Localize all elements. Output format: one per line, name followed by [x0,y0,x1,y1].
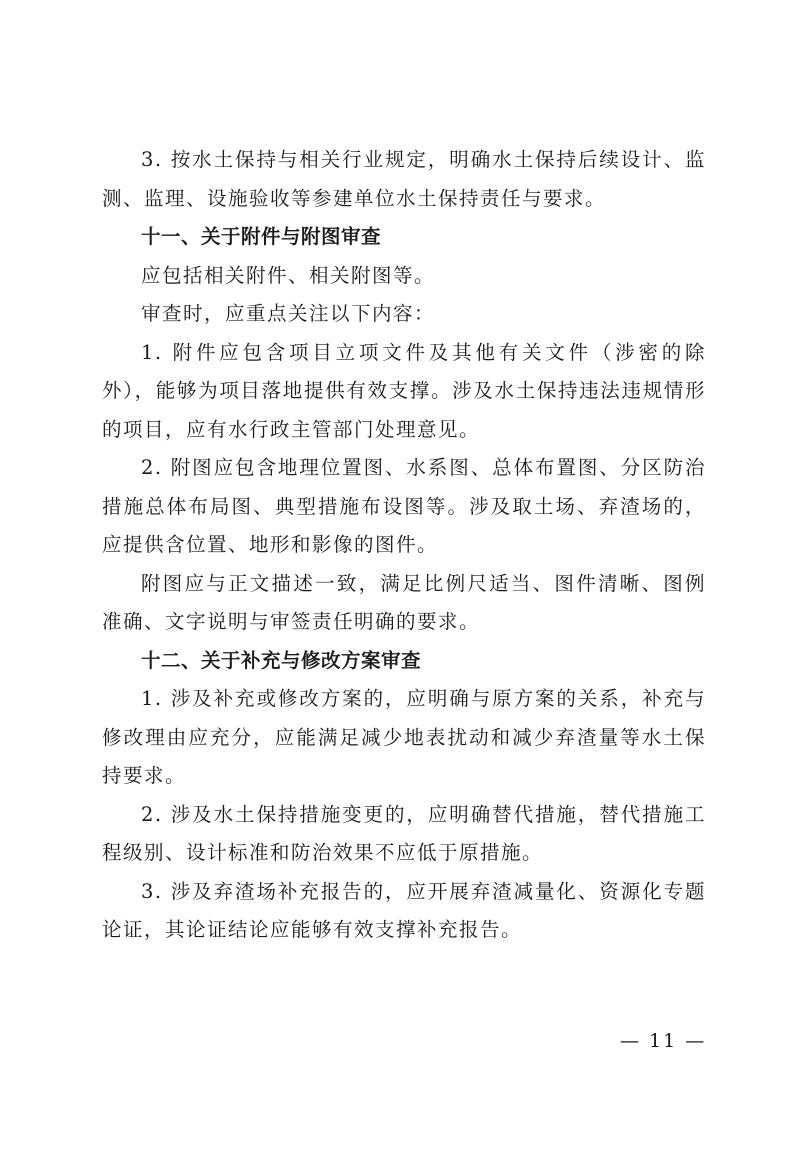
section-heading-attachments: 十一、关于附件与附图审查 [141,225,382,248]
paragraph-item-2-figures: 2. 附图应包含地理位置图、水系图、总体布置图、分区防治措施总体布局图、典型措施布设图等。涉及取土场、弃渣场的，应提供含位置、地形和影像的图件。 [102,456,706,556]
document-body [102,141,706,950]
page-number: — 11 — [620,1030,707,1052]
paragraph-attachments-scope: 应包括相关附件、相关附图等。 [141,263,436,287]
paragraph-item-1-supplement: 1. 涉及补充或修改方案的，应明确与原方案的关系，补充与修改理由应充分，应能满足减少地表扰动和减少弃渣量等水土保持要求。 [102,687,706,787]
paragraph-item-3-spoil-site: 3. 涉及弃渣场补充报告的，应开展弃渣减量化、资源化专题论证，其论证结论应能够有效支撑补充报告。 [102,879,706,941]
paragraph-figures-consistency: 附图应与正文描述一致，满足比例尺适当、图件清晰、图例准确、文字说明与审签责任明确的要求。 [102,571,706,633]
paragraph-item-2-measures: 2. 涉及水土保持措施变更的，应明确替代措施，替代措施工程级别、设计标准和防治效果不应低于原措施。 [102,802,706,864]
paragraph-item-1-attachments: 1. 附件应包含项目立项文件及其他有关文件（涉密的除外），能够为项目落地提供有效支撑。涉及水土保持违法违规情形的项目，应有水行政主管部门处理意见。 [102,340,706,441]
section-heading-supplement: 十二、关于补充与修改方案审查 [141,648,422,672]
paragraph-review-focus: 审查时，应重点关注以下内容： [141,302,436,325]
paragraph-item-3-responsibility: 3. 按水土保持与相关行业规定，明确水土保持后续设计、监测、监理、设施验收等参建单位水土保持责任与要求。 [102,148,706,210]
